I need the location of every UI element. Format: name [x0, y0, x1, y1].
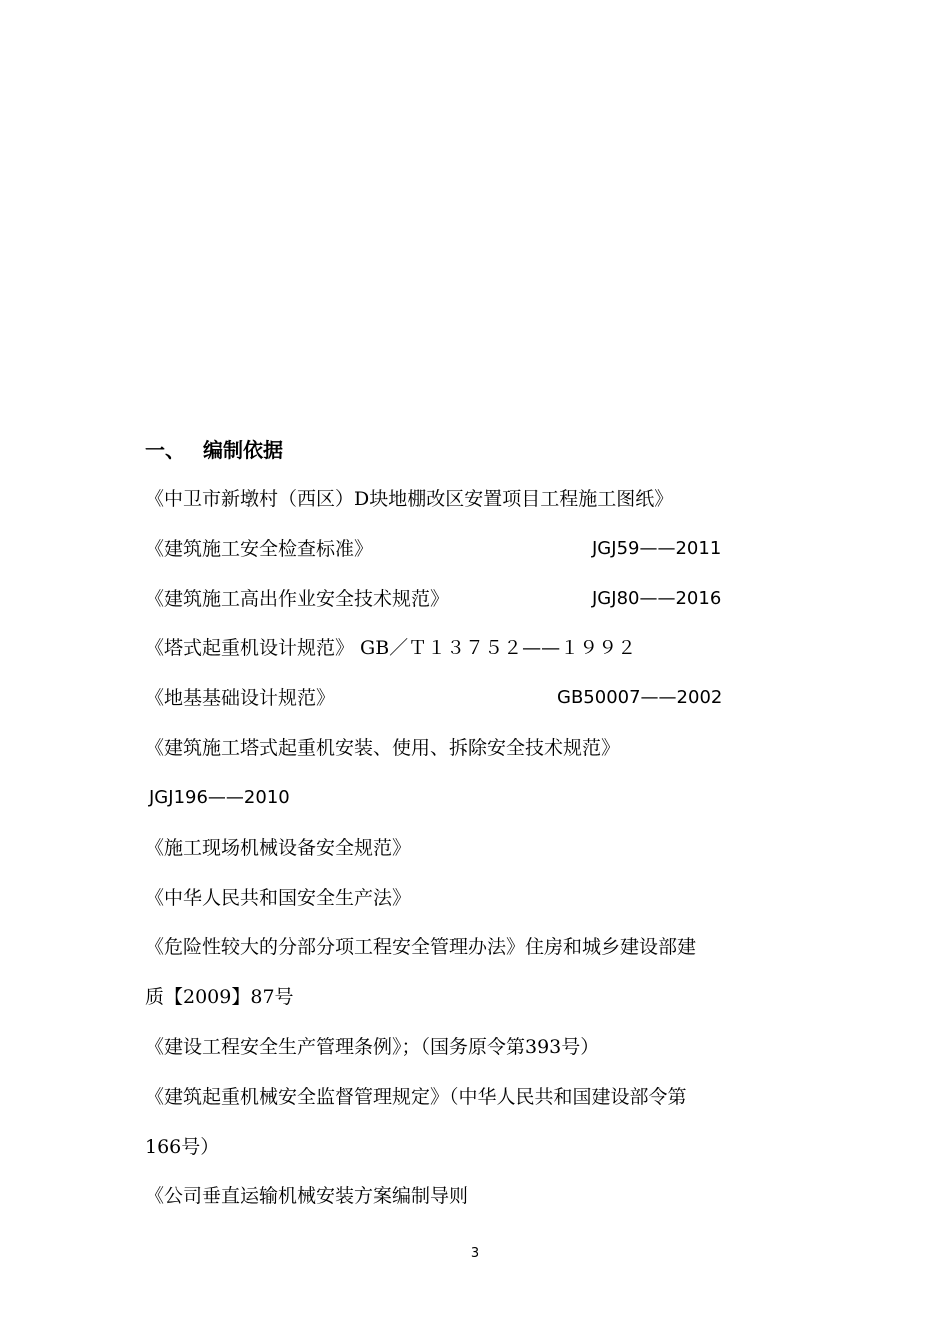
reference-title: 166号）: [145, 1136, 220, 1158]
reference-title: 《中卫市新墩村（西区）D块地棚改区安置项目工程施工图纸》: [145, 488, 674, 510]
reference-title: 《地基基础设计规范》: [145, 687, 336, 709]
reference-line-3: [145, 585, 722, 613]
reference-title: 《中华人民共和国安全生产法》: [145, 887, 412, 909]
reference-line-14: [145, 1133, 219, 1161]
reference-title: 《建设工程安全生产管理条例》；（国务原令第393号）: [145, 1036, 600, 1058]
reference-line-11: [145, 983, 294, 1011]
section-title: 编制依据: [203, 438, 283, 462]
section-number: 一、: [145, 438, 185, 462]
reference-line-6: [145, 734, 620, 762]
reference-title: 《建筑施工安全检查标准》: [145, 538, 374, 560]
reference-line-12: [145, 1033, 599, 1061]
reference-code: GB50007——2002: [557, 687, 723, 708]
reference-line-13: [145, 1083, 687, 1111]
reference-line-5: [145, 684, 723, 712]
reference-line-1: [145, 485, 673, 513]
reference-title: 《危险性较大的分部分项工程安全管理办法》住房和城乡建设部建: [145, 936, 697, 958]
reference-code: JGJ59——2011: [592, 538, 722, 559]
reference-line-9: [145, 884, 411, 912]
section-heading: [145, 436, 283, 464]
reference-title: 《塔式起重机设计规范》 GB／Ｔ１３７５２——１９９２: [145, 637, 637, 659]
reference-code: JGJ196——2010: [149, 787, 290, 808]
reference-title: 《施工现场机械设备安全规范》: [145, 837, 412, 859]
page-number: 3: [470, 1246, 480, 1261]
reference-line-10: [145, 933, 696, 961]
reference-title: 质【2009】87号: [145, 986, 294, 1008]
reference-title: 《建筑施工塔式起重机安装、使用、拆除安全技术规范》: [145, 737, 621, 759]
reference-line-8: [145, 834, 411, 862]
reference-line-15: [145, 1182, 468, 1210]
reference-title: 《建筑起重机械安全监督管理规定》（中华人民共和国建设部令第: [145, 1086, 687, 1108]
reference-code: JGJ80——2016: [592, 588, 722, 609]
reference-title: 《公司垂直运输机械安装方案编制导则: [145, 1185, 469, 1207]
reference-title: 《建筑施工高出作业安全技术规范》: [145, 588, 450, 610]
reference-line-2: [145, 535, 722, 563]
reference-line-4: [145, 634, 636, 662]
